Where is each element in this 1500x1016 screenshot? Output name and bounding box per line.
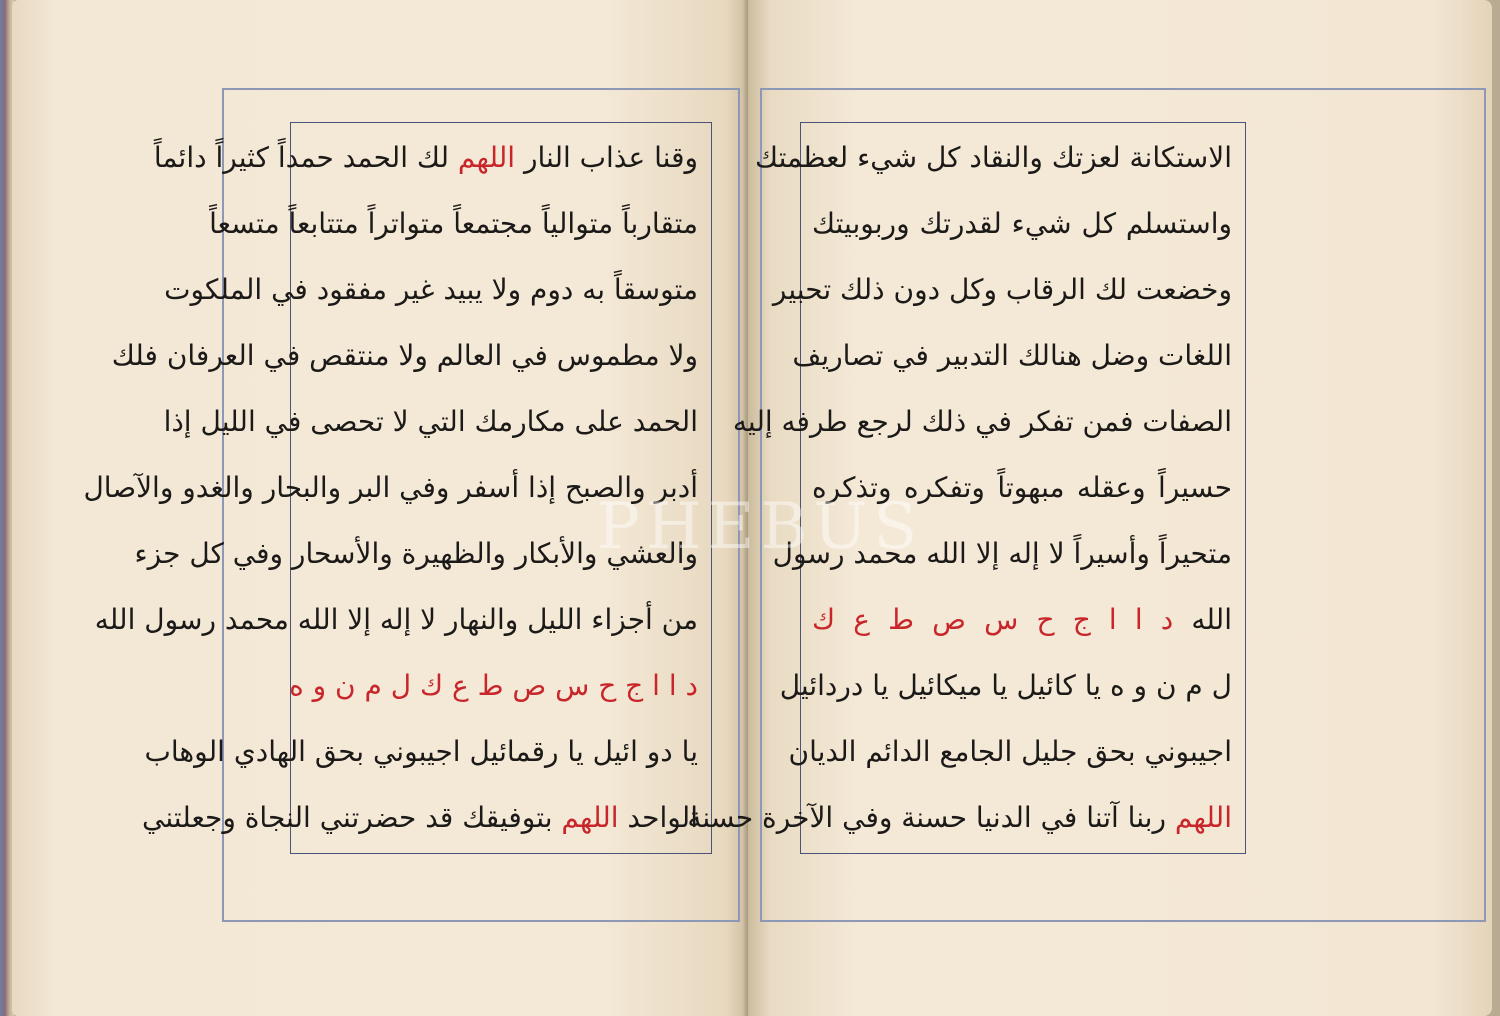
script-text: وخضعت لك الرقاب وكل دون ذلك تحبير [772,273,1232,306]
script-text: يا دو ائيل يا رقمائيل اجيبوني بحق الهادي الوهاب [144,735,698,768]
right-text-line [754,138,1232,178]
right-text-line [812,600,1232,640]
script-text: متقارباً متوالياً مجتمعاً متواتراً متتابعاً متسعاً [209,207,698,240]
script-text: اللغات وضل هنالك التدبير في تصاريف [792,339,1232,372]
right-text-line [792,336,1232,376]
right-text-line [772,270,1232,310]
script-text: والعشي والأبكار والظهيرة والأسحار وفي كل جزء [134,537,698,570]
rubric-text: اللهم [1174,801,1232,834]
right-text-line [812,204,1232,244]
script-text: متحيراً وأسيراً لا إله إلا الله محمد رسول [772,537,1232,570]
script-text: حسيراً وعقله مبهوتاً وتفكره وتذكره [812,471,1232,504]
left-text-line [94,600,698,640]
right-text-line [779,666,1232,706]
script-text: ولا مطموس في العالم ولا منتقص في العرفان فلك [111,339,698,372]
script-text: متوسقاً به دوم ولا يبيد غير مفقود في الملكوت [164,273,698,306]
script-text: الواحد [618,801,698,834]
left-text-line [144,732,698,772]
script-text: بتوفيقك قد حضرتني النجاة وجعلتني [142,801,562,834]
left-text-line [153,138,698,178]
left-text-line [163,402,698,442]
left-text-block [83,138,698,838]
script-text: واستسلم كل شيء لقدرتك وربوبيتك [812,207,1232,240]
right-text-line [788,732,1232,772]
right-text-line [687,798,1232,838]
script-text: الحمد على مكارمك التي لا تحصى في الليل إذا [163,405,698,438]
script-text: اجيبوني بحق جليل الجامع الدائم الديان [788,735,1232,768]
script-text: أدبر والصبح إذا أسفر وفي البر والبحار والغدو والآصال [83,471,698,504]
rubric-text: د ا ا ج ح س ص ط ع ك [812,603,1174,636]
script-text: الاستكانة لعزتك والنقاد كل شيء لعظمتك [754,141,1232,174]
rubric-text: د ا ا ج ح س ص ط ع ك ل م ن و ه [289,669,698,702]
watermark: PHEBUS [596,490,924,564]
script-text: لك الحمد حمداً كثيراً دائماً [153,141,458,174]
right-text-line [732,402,1232,442]
script-text: من أجزاء الليل والنهار لا إله إلا الله محمد رسول الله [94,603,698,636]
rubric-text: اللهم [561,801,619,834]
script-text: وقنا عذاب النار [515,141,698,174]
script-text: الله [1173,603,1232,636]
rubric-text: اللهم [457,141,516,174]
left-text-line [111,336,698,376]
left-text-line [209,204,698,244]
left-text-line [289,666,698,706]
left-text-line [142,798,698,838]
script-text: ل م ن و ه يا كائيل يا ميكائيل يا دردائيل [779,669,1232,702]
left-text-line [164,270,698,310]
script-text: الصفات فمن تفكر في ذلك لرجع طرفه إليه [732,405,1232,438]
script-text: ربنا آتنا في الدنيا حسنة وفي الآخرة حسنة [687,801,1175,834]
